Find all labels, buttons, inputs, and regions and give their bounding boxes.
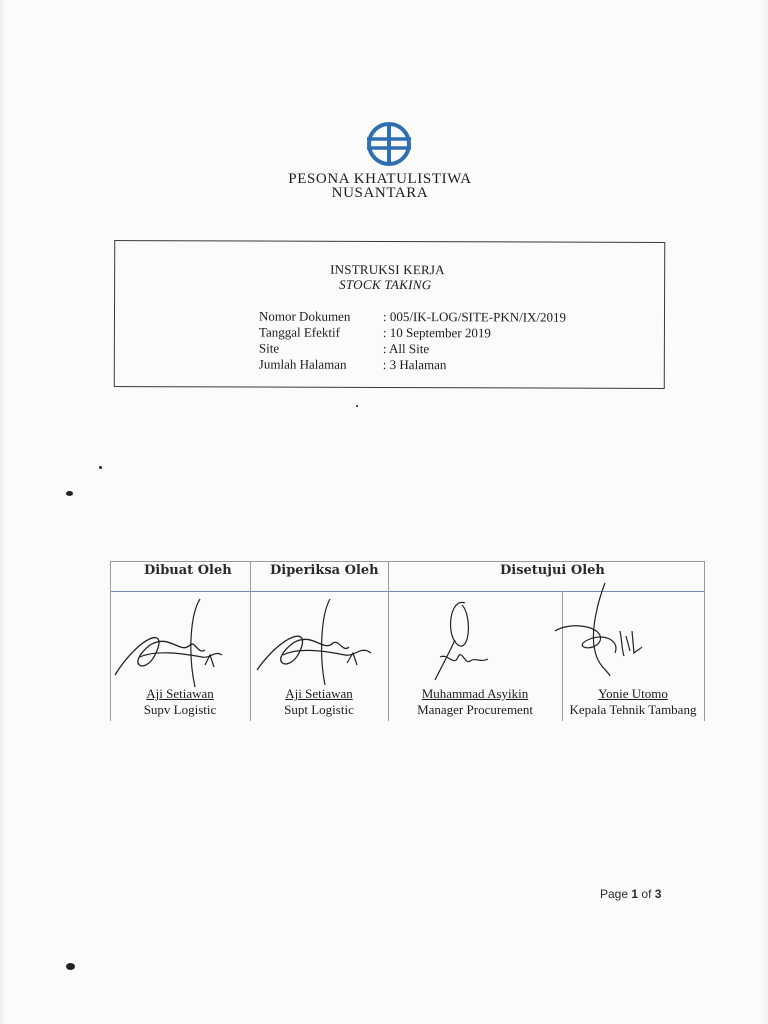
- table-top-border: [110, 561, 705, 562]
- signature-image: [110, 595, 230, 691]
- scan-speck: [99, 466, 102, 469]
- document-title: STOCK TAKING: [339, 276, 432, 293]
- meta-label-page-count: Jumlah Halaman: [258, 356, 347, 372]
- page-total: 3: [654, 887, 662, 901]
- approval-table: [110, 561, 705, 721]
- signer-name: Muhammad Asyikin: [421, 686, 529, 701]
- company-name-line2: NUSANTARA: [331, 185, 429, 201]
- meta-label-effective-date: Tanggal Efektif: [258, 324, 340, 340]
- meta-value-doc-number: : 005/IK-LOG/SITE-PKN/IX/2019: [382, 308, 567, 325]
- page-number: [600, 887, 661, 901]
- document-type: INSTRUKSI KERJA: [330, 261, 445, 278]
- signer-2: [250, 686, 388, 718]
- meta-label-site: Site: [258, 340, 280, 356]
- signer-1: [110, 686, 250, 718]
- meta-value-page-count: : 3 Halaman: [382, 356, 447, 373]
- meta-label-doc-number: Nomor Dokumen: [258, 308, 351, 324]
- page-of-word: of: [641, 887, 652, 901]
- signer-name: Aji Setiawan: [146, 686, 214, 701]
- signer-position: Kepala Tehnik Tambang: [569, 702, 697, 717]
- signer-name: Yonie Utomo: [598, 686, 668, 701]
- header-approved-by: Disetujui Oleh: [500, 563, 605, 578]
- scan-speck: [356, 405, 358, 407]
- globe-logo-icon: [364, 121, 414, 167]
- table-right-border: [704, 561, 705, 721]
- signature-image: [255, 595, 375, 691]
- signer-4: [562, 686, 704, 718]
- scan-speck: [66, 963, 75, 970]
- page-current: 1: [631, 887, 639, 901]
- header-checked-by: Diperiksa Oleh: [270, 563, 379, 578]
- signer-name: Aji Setiawan: [285, 686, 353, 701]
- meta-value-effective-date: : 10 September 2019: [382, 324, 491, 341]
- company-name-line1: PESONA KHATULISTIWA: [288, 171, 472, 187]
- document-info-box: [114, 240, 666, 389]
- signer-position: Manager Procurement: [417, 702, 533, 717]
- signature-image: [410, 595, 520, 691]
- scan-speck: [66, 491, 73, 496]
- page-word: Page: [600, 887, 629, 901]
- header-prepared-by: Dibuat Oleh: [144, 563, 232, 578]
- signature-image: [550, 581, 660, 681]
- meta-value-site: : All Site: [382, 340, 430, 357]
- signer-position: Supt Logistic: [284, 702, 354, 717]
- signer-3: [388, 686, 562, 718]
- signer-position: Supv Logistic: [143, 702, 217, 717]
